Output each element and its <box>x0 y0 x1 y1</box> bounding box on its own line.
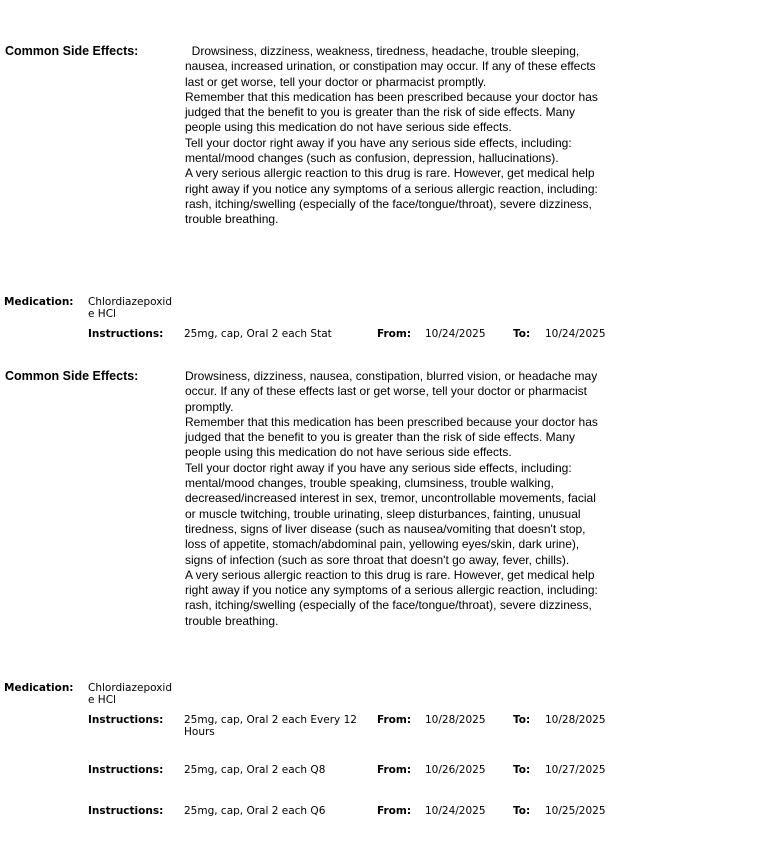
side-effects-paragraph: Drowsiness, dizziness, weakness, tiredness, headache, trouble sleeping, nausea, increased urination, or constipation may occur. If any of these effects last or get worse, tell your doctor or pharmacist promptly. <box>185 44 596 89</box>
side-effects-label: Common Side Effects: <box>5 369 139 383</box>
medication-label: Medication: <box>4 682 74 694</box>
to-date: 10/28/2025 <box>545 714 606 726</box>
to-date: 10/27/2025 <box>545 764 606 776</box>
medication-name: Chlordiazepoxide HCl <box>88 682 173 706</box>
side-effects-paragraph: Tell your doctor right away if you have any serious side effects, including: mental/mood changes (such as confusion, depression, hallucinations). <box>185 135 572 166</box>
side-effects-paragraph: Tell your doctor right away if you have any serious side effects, including: mental/mood changes, trouble speaking, clumsiness, trouble walking, decreased/increased interest in sex, tremor, uncontrollable movements, facial or muscle twitching, trouble urinating, sleep disturbances, fainting, unusual tiredness, signs of liver disease (such as nausea/vomiting that doesn't stop, loss of appetite, stomach/abdominal pain, yellowing eyes/skin, dark urine), signs of infection (such as sore throat that doesn't go away, fever, chills). <box>185 460 596 567</box>
to-label: To: <box>513 764 531 776</box>
from-date: 10/26/2025 <box>425 764 486 776</box>
instructions-value: 25mg, cap, Oral 2 each Q8 <box>184 764 326 776</box>
instructions-value: 25mg, cap, Oral 2 each Q6 <box>184 805 326 817</box>
to-label: To: <box>513 328 531 340</box>
side-effects-label: Common Side Effects: <box>5 44 139 58</box>
from-label: From: <box>377 328 412 340</box>
side-effects-text <box>185 369 609 629</box>
instructions-label: Instructions: <box>88 805 164 817</box>
medication-name: Chlordiazepoxide HCl <box>88 296 173 320</box>
instructions-label: Instructions: <box>88 764 164 776</box>
instructions-value: 25mg, cap, Oral 2 each Every 12 Hours <box>184 714 357 738</box>
side-effects-paragraph: Remember that this medication has been prescribed because your doctor has judged that the benefit to you is greater than the risk of side effects. Many people using this medication do not have serious side effects. <box>185 89 598 135</box>
instructions-value: 25mg, cap, Oral 2 each Stat <box>184 328 332 340</box>
side-effects-paragraph: A very serious allergic reaction to this drug is rare. However, get medical help right away if you notice any symptoms of a serious allergic reaction, including: rash, itching/swelling (especially of the face/tongue/throat), severe dizziness, trouble breathing. <box>185 166 598 227</box>
from-label: From: <box>377 805 412 817</box>
from-date: 10/24/2025 <box>425 328 486 340</box>
side-effects-paragraph: Remember that this medication has been prescribed because your doctor has judged that the benefit to you is greater than the risk of side effects. Many people using this medication do not have serious side effects. <box>185 414 598 460</box>
side-effects-paragraph: Drowsiness, dizziness, nausea, constipation, blurred vision, or headache may occur. If any of these effects last or get worse, tell your doctor or pharmacist promptly. <box>185 369 598 414</box>
instructions-label: Instructions: <box>88 328 164 340</box>
to-date: 10/24/2025 <box>545 328 606 340</box>
to-label: To: <box>513 805 531 817</box>
instructions-label: Instructions: <box>88 714 164 726</box>
from-label: From: <box>377 764 412 776</box>
to-date: 10/25/2025 <box>545 805 606 817</box>
from-date: 10/24/2025 <box>425 805 486 817</box>
medication-label: Medication: <box>4 296 74 308</box>
side-effects-paragraph: A very serious allergic reaction to this drug is rare. However, get medical help right away if you notice any symptoms of a serious allergic reaction, including: rash, itching/swelling (especially of the face/tongue/throat), severe dizziness, trouble breathing. <box>185 567 598 628</box>
to-label: To: <box>513 714 531 726</box>
from-label: From: <box>377 714 412 726</box>
from-date: 10/28/2025 <box>425 714 486 726</box>
side-effects-text <box>185 44 609 228</box>
